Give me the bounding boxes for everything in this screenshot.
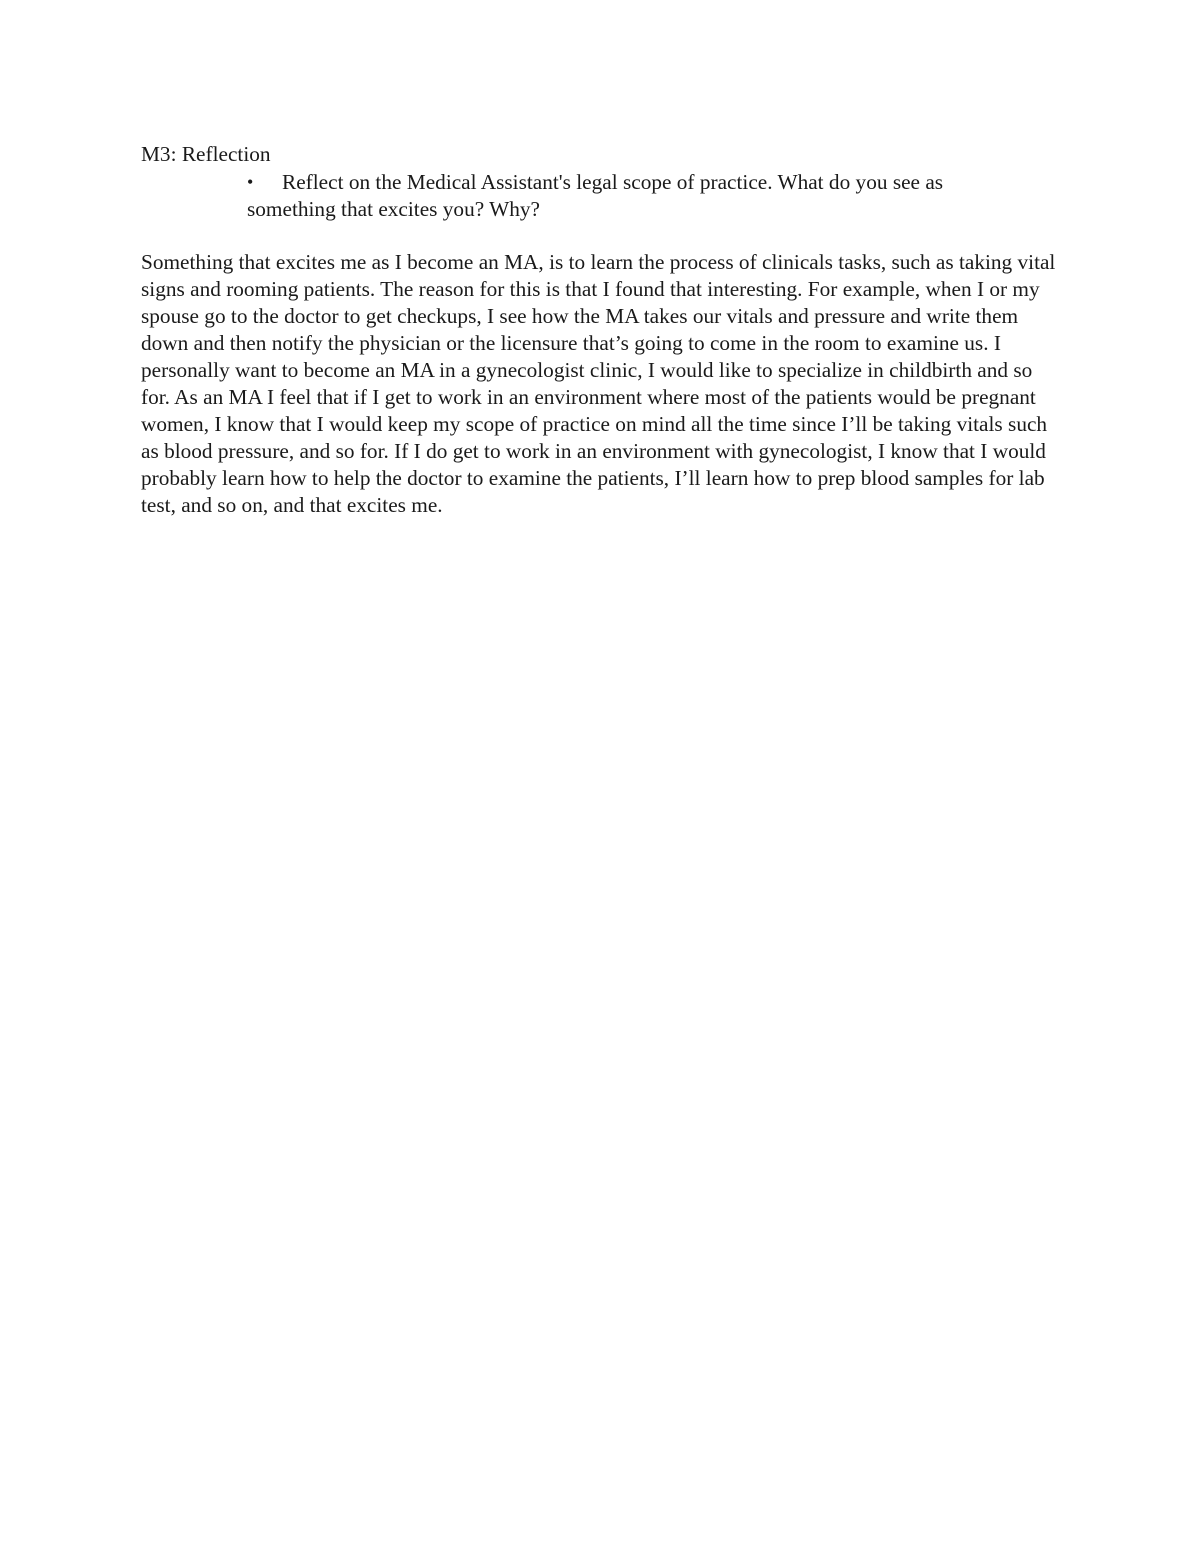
bullet-icon: •	[247, 172, 254, 192]
document-title: M3: Reflection	[141, 142, 271, 166]
prompt-text: Reflect on the Medical Assistant's legal scope of practice. What do you see as something that excites you? Why?	[247, 170, 944, 221]
response-paragraph: Something that excites me as I become an MA, is to learn the process of clinicals tasks, such as taking vital signs and rooming patients. The reason for this is that I found that interesting. For example, when I or my spouse go to the doctor to get checkups, I see how the MA takes our vitals and pressure and write them down and then notify the physician or the licensure that’s going to come in the room to examine us. I personally want to become an MA in a gynecologist clinic, I would like to specialize in childbirth and so for. As an MA I feel that if I get to work in an environment where most of the patients would be pregnant women, I know that I would keep my scope of practice on mind all the time since I’ll be taking vitals such as blood pressure, and so for. If I do get to work in an environment with gynecologist, I know that I would probably learn how to help the doctor to examine the patients, I’ll learn how to prep blood samples for lab test, and so on, and that excites me.	[141, 250, 1056, 517]
document-body	[141, 141, 1061, 519]
prompt-list	[141, 169, 1061, 223]
prompt-item	[247, 169, 1027, 223]
